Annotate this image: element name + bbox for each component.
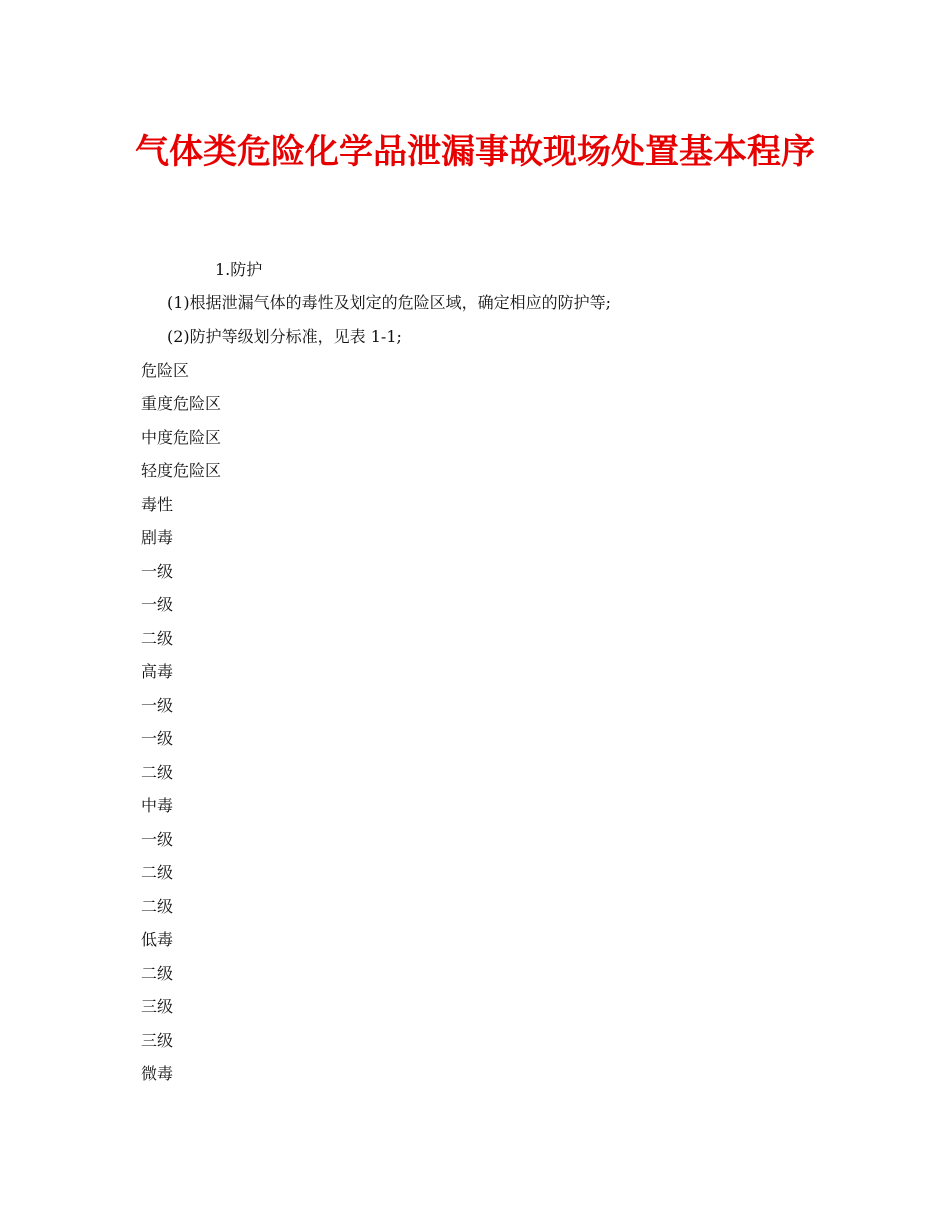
table-cell: 一级 — [141, 562, 174, 581]
table-cell: 重度危险区 — [141, 394, 222, 413]
table-cell: 一级 — [141, 696, 174, 715]
table-cell: 一级 — [141, 595, 174, 614]
table-cell: 二级 — [141, 964, 174, 983]
table-cell: 中度危险区 — [141, 428, 222, 447]
table-cell: 三级 — [141, 997, 174, 1016]
table-cell: 轻度危险区 — [141, 461, 222, 480]
table-cell: 剧毒 — [141, 528, 174, 547]
table-cell: 一级 — [141, 830, 174, 849]
table-cell: 二级 — [141, 863, 174, 882]
table-cell: 危险区 — [141, 361, 190, 380]
paragraph: (2)防护等级划分标准，见表 1-1; — [167, 327, 402, 346]
table-cell: 三级 — [141, 1031, 174, 1050]
table-cell: 一级 — [141, 729, 174, 748]
document-title: 气体类危险化学品泄漏事故现场处置基本程序 — [135, 132, 815, 172]
table-cell: 低毒 — [141, 930, 174, 949]
table-cell: 二级 — [141, 629, 174, 648]
table-cell: 二级 — [141, 763, 174, 782]
paragraph: (1)根据泄漏气体的毒性及划定的危险区域，确定相应的防护等; — [167, 293, 612, 312]
table-cell: 高毒 — [141, 662, 174, 681]
table-cell: 中毒 — [141, 796, 174, 815]
section-heading: 1.防护 — [215, 260, 263, 279]
table-cell: 毒性 — [141, 495, 174, 514]
table-cell: 二级 — [141, 897, 174, 916]
table-cell: 微毒 — [141, 1064, 174, 1083]
